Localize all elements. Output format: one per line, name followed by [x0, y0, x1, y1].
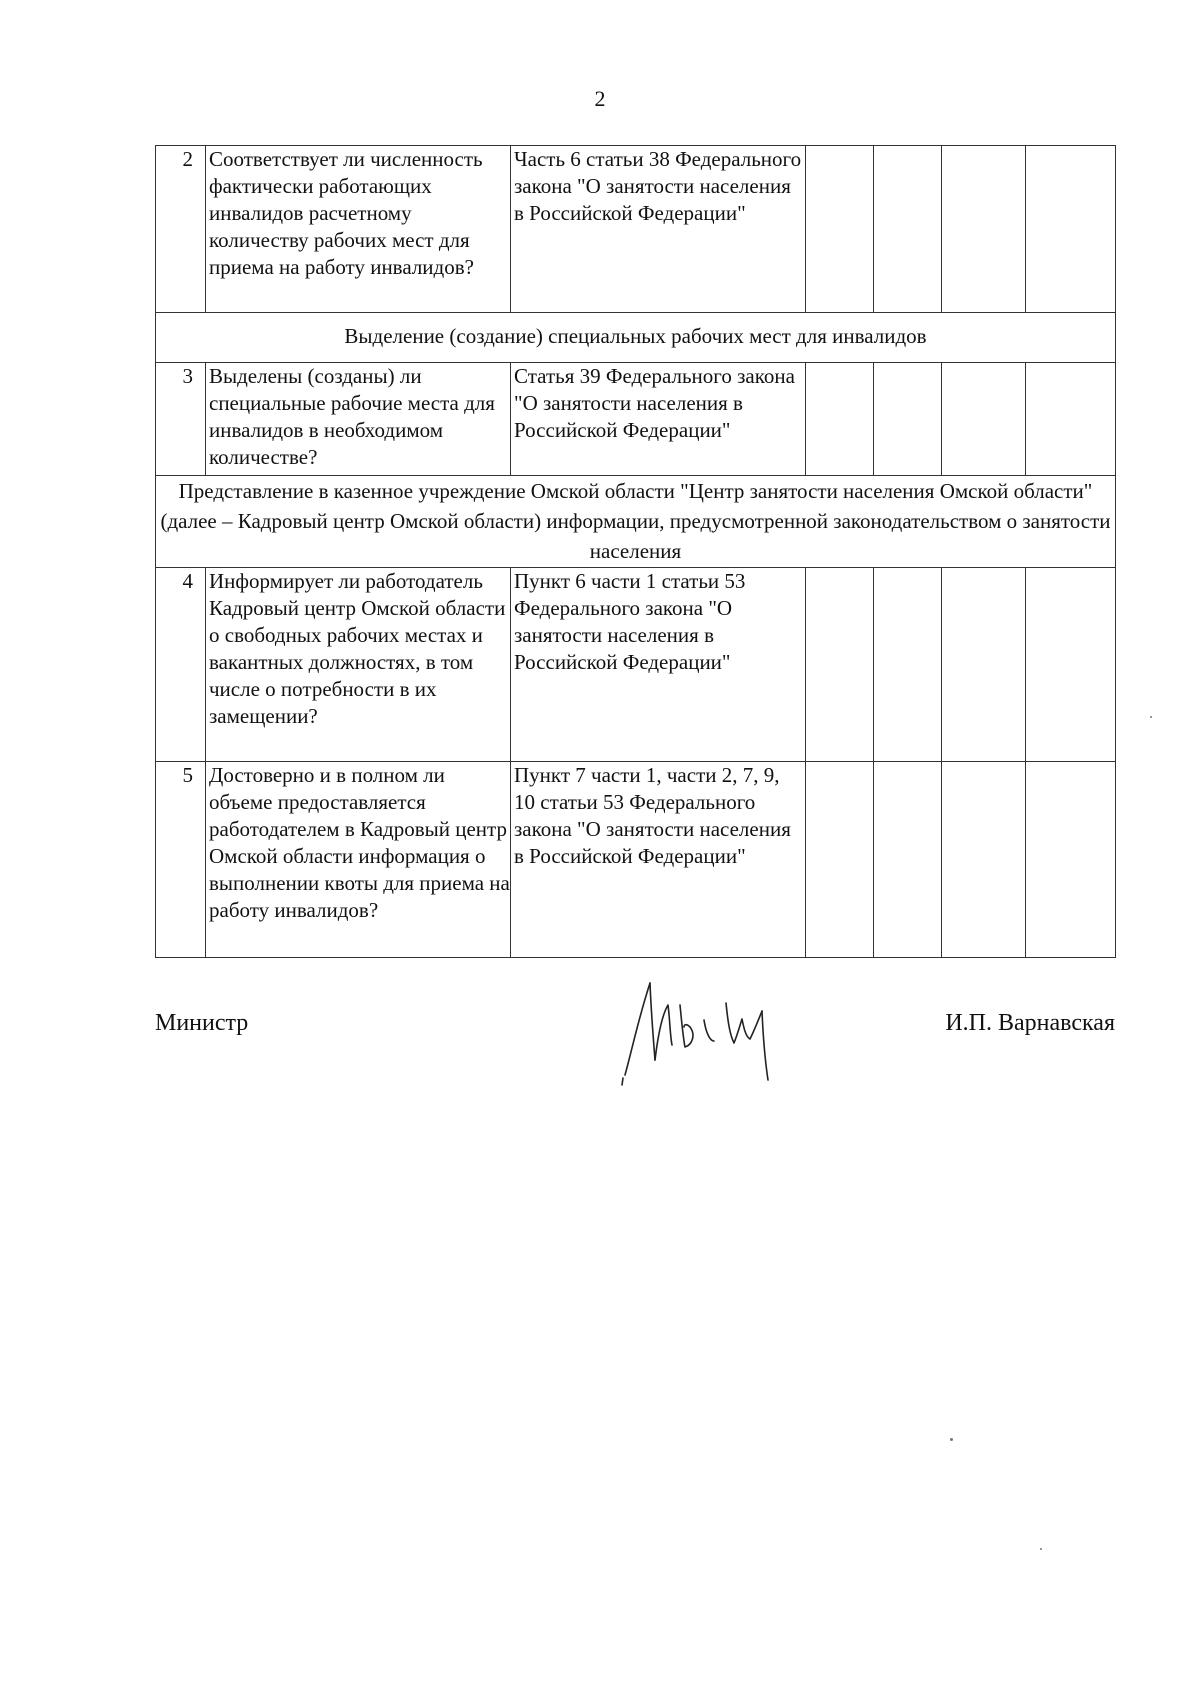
signatory-title: Министр	[155, 1010, 249, 1036]
answer-yes-cell	[806, 568, 874, 762]
reference-cell: Статья 39 Федерального закона "О занятости населения в Российской Федерации"	[511, 363, 806, 476]
answer-na-cell	[942, 363, 1026, 476]
question-cell: Выделены (созданы) ли специальные рабочие места для инвалидов в необходимом количестве?	[206, 363, 511, 476]
section-heading: Выделение (создание) специальных рабочих мест для инвалидов	[156, 313, 1116, 363]
notes-cell	[1026, 568, 1116, 762]
question-cell: Достоверно и в полном ли объеме предоставляется работодателем в Кадровый центр Омской области информация о выполнении квоты для приема на работу инвалидов?	[206, 762, 511, 958]
answer-no-cell	[874, 762, 942, 958]
handwritten-signature	[620, 975, 780, 1095]
answer-na-cell	[942, 762, 1026, 958]
answer-no-cell	[874, 363, 942, 476]
table-row	[156, 146, 1116, 313]
section-heading: Представление в казенное учреждение Омской области "Центр занятости населения Омской области" (далее – Кадровый центр Омской области) информации, предусмотренной законодательством о занятости населения	[156, 476, 1116, 568]
answer-yes-cell	[806, 762, 874, 958]
section-row	[156, 476, 1116, 568]
signatory-name: И.П. Варнавская	[945, 1010, 1115, 1036]
reference-cell: Пункт 7 части 1, части 2, 7, 9, 10 статьи 53 Федерального закона "О занятости населения в Российской Федерации"	[511, 762, 806, 958]
notes-cell	[1026, 363, 1116, 476]
answer-na-cell	[942, 146, 1026, 313]
notes-cell	[1026, 146, 1116, 313]
answer-yes-cell	[806, 146, 874, 313]
row-number: 2	[156, 146, 206, 313]
answer-yes-cell	[806, 363, 874, 476]
reference-cell: Часть 6 статьи 38 Федерального закона "О занятости населения в Российской Федерации"	[511, 146, 806, 313]
scan-speck	[1040, 1548, 1042, 1550]
row-number: 5	[156, 762, 206, 958]
page-number: 2	[594, 86, 606, 111]
table-row	[156, 363, 1116, 476]
reference-cell: Пункт 6 части 1 статьи 53 Федерального закона "О занятости населения в Российской Федерации"	[511, 568, 806, 762]
row-number: 3	[156, 363, 206, 476]
section-row	[156, 313, 1116, 363]
answer-no-cell	[874, 146, 942, 313]
checklist-table	[155, 145, 1116, 958]
answer-na-cell	[942, 568, 1026, 762]
notes-cell	[1026, 762, 1116, 958]
question-cell: Информирует ли работодатель Кадровый центр Омской области о свободных рабочих местах и вакантных должностях, в том числе о потребности в их замещении?	[206, 568, 511, 762]
table-row	[156, 568, 1116, 762]
scan-speck	[950, 1438, 953, 1441]
answer-no-cell	[874, 568, 942, 762]
question-cell: Соответствует ли численность фактически работающих инвалидов расчетному количеству рабочих мест для приема на работу инвалидов?	[206, 146, 511, 313]
table-row	[156, 762, 1116, 958]
row-number: 4	[156, 568, 206, 762]
scan-speck	[1150, 716, 1152, 718]
